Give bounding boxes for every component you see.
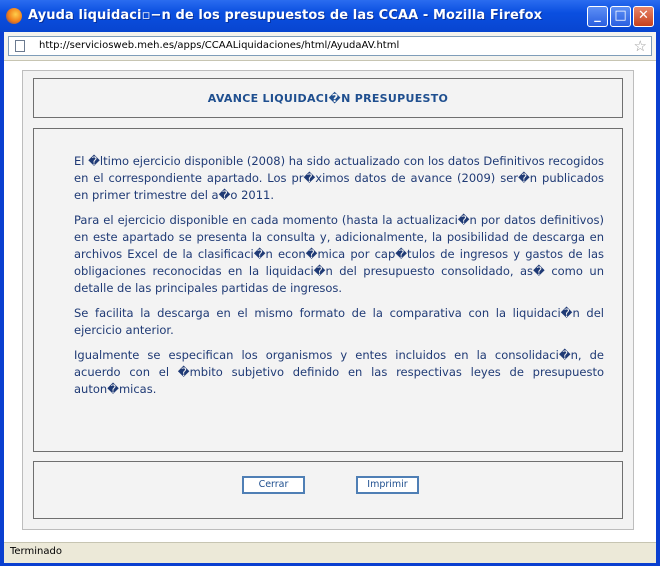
firefox-icon	[6, 8, 22, 24]
page-viewport	[4, 61, 656, 542]
window-title: Ayuda liquidaci▫−n de los presupuestos de las CCAA - Mozilla Firefox	[28, 8, 543, 23]
help-document	[22, 70, 634, 530]
page-title: AVANCE LIQUIDACI�N PRESUPUESTO	[207, 92, 449, 105]
paragraph-3: Se facilita la descarga en el mismo formato de la comparativa con la liquidaci�n del ejercicio anterior.	[74, 306, 604, 337]
close-button[interactable]: Cerrar	[242, 476, 305, 494]
maximize-button[interactable]: □	[610, 6, 631, 27]
close-window-button[interactable]: ✕	[633, 6, 654, 27]
content-panel	[33, 128, 623, 452]
title-bar[interactable]	[0, 0, 660, 32]
star-icon[interactable]: ☆	[633, 37, 647, 55]
help-text	[74, 153, 604, 406]
print-button[interactable]: Imprimir	[356, 476, 419, 494]
paragraph-2: Para el ejercicio disponible en cada momento (hasta la actualizaci�n por datos definitivos) en este apartado se presenta la consulta y, adicionalmente, la posibilidad de descarga en archivos Excel de la clasificaci�n econ�mica por cap�tulos de ingresos y gastos de las obligaciones reconocidas en la liquidaci�n del presupuesto consolidado, as� como un detalle de las principales partidas de ingresos.	[74, 213, 604, 295]
paragraph-1: El �ltimo ejercicio disponible (2008) ha sido actualizado con los datos Definitivos recogidos en el correspondiente apartado. Los pr�ximos datos de avance (2009) ser�n publicados en primer trimestre del a�o 2011.	[74, 154, 604, 202]
paragraph-4: Igualmente se especifican los organismos y entes incluidos en la consolidaci�n, de acuerdo con el �mbito subjetivo definido en las respectivas leyes de presupuesto auton�micas.	[74, 348, 604, 396]
footer-panel	[33, 461, 623, 519]
browser-client	[4, 32, 656, 562]
header-panel	[33, 78, 623, 118]
address-bar	[4, 32, 656, 61]
status-bar	[4, 542, 656, 563]
minimize-button[interactable]: _	[587, 6, 608, 27]
page-icon	[15, 40, 25, 52]
url-field[interactable]	[8, 36, 652, 56]
url-text[interactable]: http://serviciosweb.meh.es/apps/CCAALiquidaciones/html/AyudaAV.html	[39, 40, 400, 51]
status-text: Terminado	[10, 546, 62, 557]
